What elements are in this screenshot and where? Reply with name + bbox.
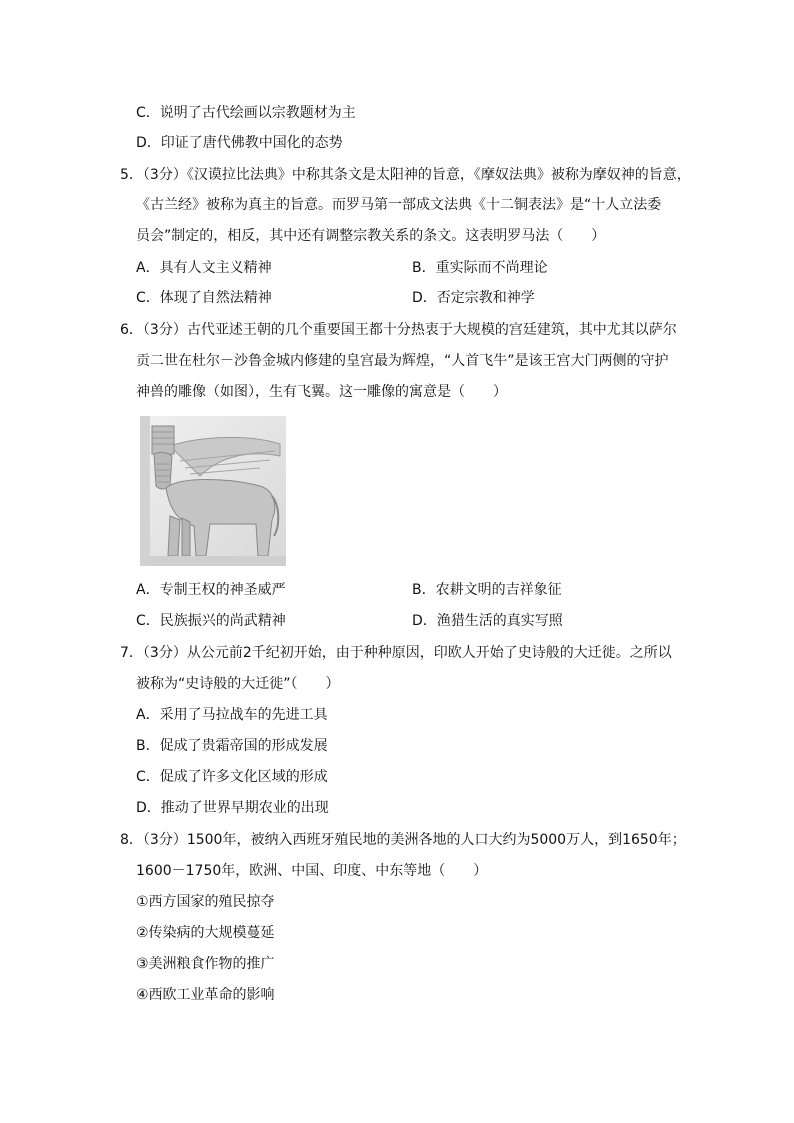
question-5-text: 员会”制定的，相反，其中还有调整宗教关系的条文。这表明罗马法（ ） <box>136 228 606 244</box>
question-8-text: 8．（3分）1500年，被纳入西班牙殖民地的美洲各地的人口大约为5000万人，到1650年； <box>120 832 686 848</box>
statement-item: ①西方国家的殖民掠夺 <box>136 894 275 910</box>
option-c: C．说明了古代绘画以宗教题材为主 <box>136 105 356 121</box>
question-7-text: 7．（3分）从公元前2千纪初开始，由于种种原因，印欧人开始了史诗般的大迁徙。之所以 <box>120 645 672 661</box>
option-b: B．重实际而不尚理论 <box>412 260 548 276</box>
statement-item: ③美洲粮食作物的推广 <box>136 956 275 972</box>
option-a: A．采用了马拉战车的先进工具 <box>136 707 328 723</box>
option-c: C．民族振兴的尚武精神 <box>136 613 286 629</box>
question-6-text: 贡二世在杜尔－沙鲁金城内修建的皇宫最为辉煌，“人首飞牛”是该王宫大门两侧的守护 <box>136 353 669 369</box>
question-6-text: 6．（3分）古代亚述王朝的几个重要国王都十分热衷于大规模的宫廷建筑，其中尤其以萨尔 <box>120 322 677 338</box>
lamassu-relief-image <box>140 416 286 566</box>
option-c: C．体现了自然法精神 <box>136 290 272 306</box>
question-5-text: 5．（3分）《汉谟拉比法典》中称其条文是太阳神的旨意，《摩奴法典》被称为摩奴神的旨意， <box>120 167 691 183</box>
option-d: D．渔猎生活的真实写照 <box>412 613 563 629</box>
question-7-text: 被称为“史诗般的大迁徙”（ ） <box>136 676 340 692</box>
option-c: C．促成了许多文化区域的形成 <box>136 769 328 785</box>
option-b: B．农耕文明的吉祥象征 <box>412 582 562 598</box>
question-5-text: 《古兰经》被称为真主的旨意。而罗马第一部成文法典《十二铜表法》是“十人立法委 <box>136 197 662 213</box>
option-d: D．否定宗教和神学 <box>412 290 535 306</box>
option-d: D．印证了唐代佛教中国化的态势 <box>136 135 343 151</box>
statement-item: ④西欧工业革命的影响 <box>136 987 275 1003</box>
statement-item: ②传染病的大规模蔓延 <box>136 925 275 941</box>
question-8-text: 1600－1750年，欧洲、中国、印度、中东等地（ ） <box>136 863 488 879</box>
option-b: B．促成了贵霜帝国的形成发展 <box>136 738 328 754</box>
question-6-text: 神兽的雕像（如图），生有飞翼。这一雕像的寓意是（ ） <box>136 384 507 400</box>
option-d: D．推动了世界早期农业的出现 <box>136 800 329 816</box>
option-a: A．具有人文主义精神 <box>136 260 272 276</box>
option-a: A．专制王权的神圣威严 <box>136 582 286 598</box>
